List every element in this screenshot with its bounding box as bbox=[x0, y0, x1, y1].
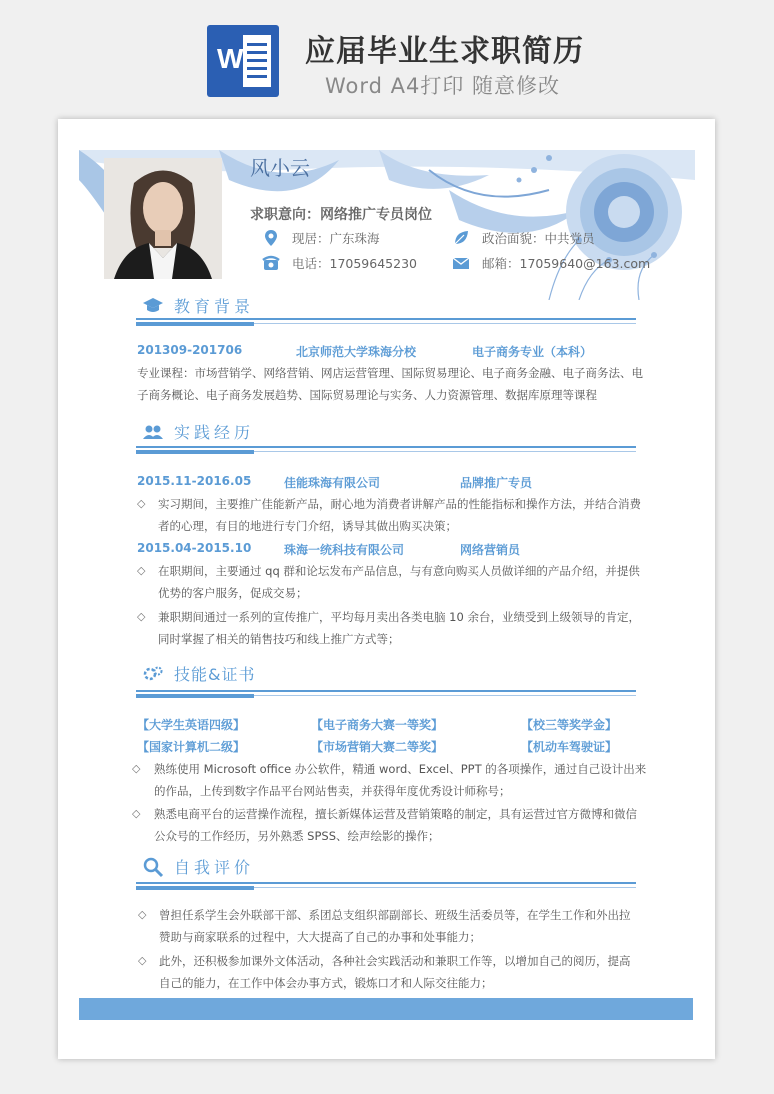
self-eval-bullet-1: ◇ 曾担任系学生会外联部干部、系团总支组织部副部长、班级生活委员等，在学生工作和外出拉 赞助与商家联系的过程中，大大提高了自己的办事和处事能力； bbox=[138, 904, 648, 948]
skills-bullet-2: ◇ 熟悉电商平台的运营操作流程，擅长新媒体运营及营销策略的制定，具有运营过官方微博和微信 公众号的工作经历，另外熟悉 SPSS、绘声绘影的操作； bbox=[132, 803, 652, 847]
self-eval-divider bbox=[136, 882, 636, 890]
diamond-bullet-icon: ◇ bbox=[138, 908, 147, 921]
phone-text: 电话：17059645230 bbox=[292, 256, 417, 271]
magnifier-icon bbox=[142, 856, 164, 878]
gears-icon bbox=[142, 663, 164, 685]
graduation-cap-icon bbox=[142, 295, 164, 317]
experience-section-title: 实践经历 bbox=[142, 420, 254, 443]
job-2-company: 珠海一统科技有限公司 bbox=[284, 543, 405, 557]
self-eval-section-title: 自我评价 bbox=[142, 855, 254, 878]
diamond-bullet-icon: ◇ bbox=[137, 564, 146, 577]
cert-2: 【电子商务大赛一等奖】 bbox=[311, 718, 444, 732]
skills-bullet-1: ◇ 熟练使用 Microsoft office 办公软件，精通 word、Excel、PPT 的各项操作，通过自己设计出来 的作品，上传到数字作品平台网站售卖，并获得年度优秀设计师称号； bbox=[132, 758, 652, 802]
diamond-bullet-icon: ◇ bbox=[137, 610, 146, 623]
self-eval-bullet-2: ◇ 此外，还积极参加课外文体活动，各种社会实践活动和兼职工作等，以增加自己的阅历，提高 自己的能力，在工作中体会办事方式，锻炼口才和人际交往能力； bbox=[138, 950, 648, 994]
cert-1: 【大学生英语四级】 bbox=[137, 718, 246, 732]
education-school: 北京师范大学珠海分校 bbox=[296, 345, 417, 359]
location-pin-icon bbox=[262, 229, 280, 247]
job-intent: 求职意向：网络推广专员岗位 bbox=[250, 207, 432, 223]
header-banner bbox=[0, 0, 774, 118]
job-2-bullet-1: ◇ 在职期间，主要通过 qq 群和论坛发布产品信息，与有意向购买人员做详细的产品介绍，并提供 优势的客户服务，促成交易； bbox=[137, 560, 647, 604]
cert-3: 【校三等奖学金】 bbox=[521, 718, 618, 732]
cert-4: 【国家计算机二级】 bbox=[137, 740, 246, 754]
people-icon bbox=[142, 421, 164, 443]
education-period: 201309-201706 bbox=[137, 343, 243, 357]
education-section-title: 教育背景 bbox=[142, 294, 254, 317]
mail-icon bbox=[452, 254, 470, 272]
residence-item bbox=[262, 229, 380, 247]
education-courses-line1: 专业课程：市场营销学、网络营销、网店运营管理、国际贸易理论、电子商务金融、电子商务法、电 bbox=[137, 366, 643, 380]
banner-subtitle: Word A4打印 随意修改 bbox=[325, 74, 561, 98]
leaf-icon bbox=[452, 229, 470, 247]
footer-bar bbox=[79, 998, 693, 1020]
job-1-company: 佳能珠海有限公司 bbox=[284, 476, 381, 490]
residence-text: 现居：广东珠海 bbox=[292, 231, 380, 246]
political-text: 政治面貌：中共党员 bbox=[482, 231, 595, 246]
education-major: 电子商务专业（本科） bbox=[472, 345, 593, 359]
education-courses-line2: 子商务概论、电子商务发展趋势、国际贸易理论与实务、人力资源管理、数据库原理等课程 bbox=[137, 388, 597, 402]
word-logo-letter: W bbox=[217, 43, 244, 74]
education-divider bbox=[136, 318, 636, 326]
skills-section-title: 技能&证书 bbox=[142, 662, 255, 685]
candidate-name: 风小云 bbox=[250, 156, 310, 180]
banner-title: 应届毕业生求职简历 bbox=[305, 34, 584, 69]
experience-divider bbox=[136, 446, 636, 454]
phone-icon bbox=[262, 254, 280, 272]
job-2-role: 网络营销员 bbox=[460, 543, 521, 557]
job-1-period: 2015.11-2016.05 bbox=[137, 474, 252, 488]
job-2-period: 2015.04-2015.10 bbox=[137, 541, 252, 555]
diamond-bullet-icon: ◇ bbox=[137, 497, 146, 510]
phone-item bbox=[262, 254, 417, 272]
diamond-bullet-icon: ◇ bbox=[132, 807, 141, 820]
cert-5: 【市场营销大赛二等奖】 bbox=[311, 740, 444, 754]
word-icon bbox=[207, 25, 279, 97]
email-item bbox=[452, 254, 650, 272]
profile-photo bbox=[104, 158, 222, 279]
cert-6: 【机动车驾驶证】 bbox=[521, 740, 618, 754]
job-1-role: 品牌推广专员 bbox=[460, 476, 533, 490]
skills-divider bbox=[136, 690, 636, 698]
diamond-bullet-icon: ◇ bbox=[132, 762, 141, 775]
job-1-bullet-1: ◇ 实习期间，主要推广佳能新产品，耐心地为消费者讲解产品的性能指标和操作方法，并结合消费 者的心理，有目的地进行专门介绍，诱导其做出购买决策； bbox=[137, 493, 647, 537]
diamond-bullet-icon: ◇ bbox=[138, 954, 147, 967]
job-2-bullet-2: ◇ 兼职期间通过一系列的宣传推广，平均每月卖出各类电脑 10 余台，业绩受到上级领导的肯定， 同时掌握了相关的销售技巧和线上推广方式等； bbox=[137, 606, 647, 650]
email-text: 邮箱：17059640@163.com bbox=[482, 256, 651, 271]
political-item bbox=[452, 229, 595, 247]
